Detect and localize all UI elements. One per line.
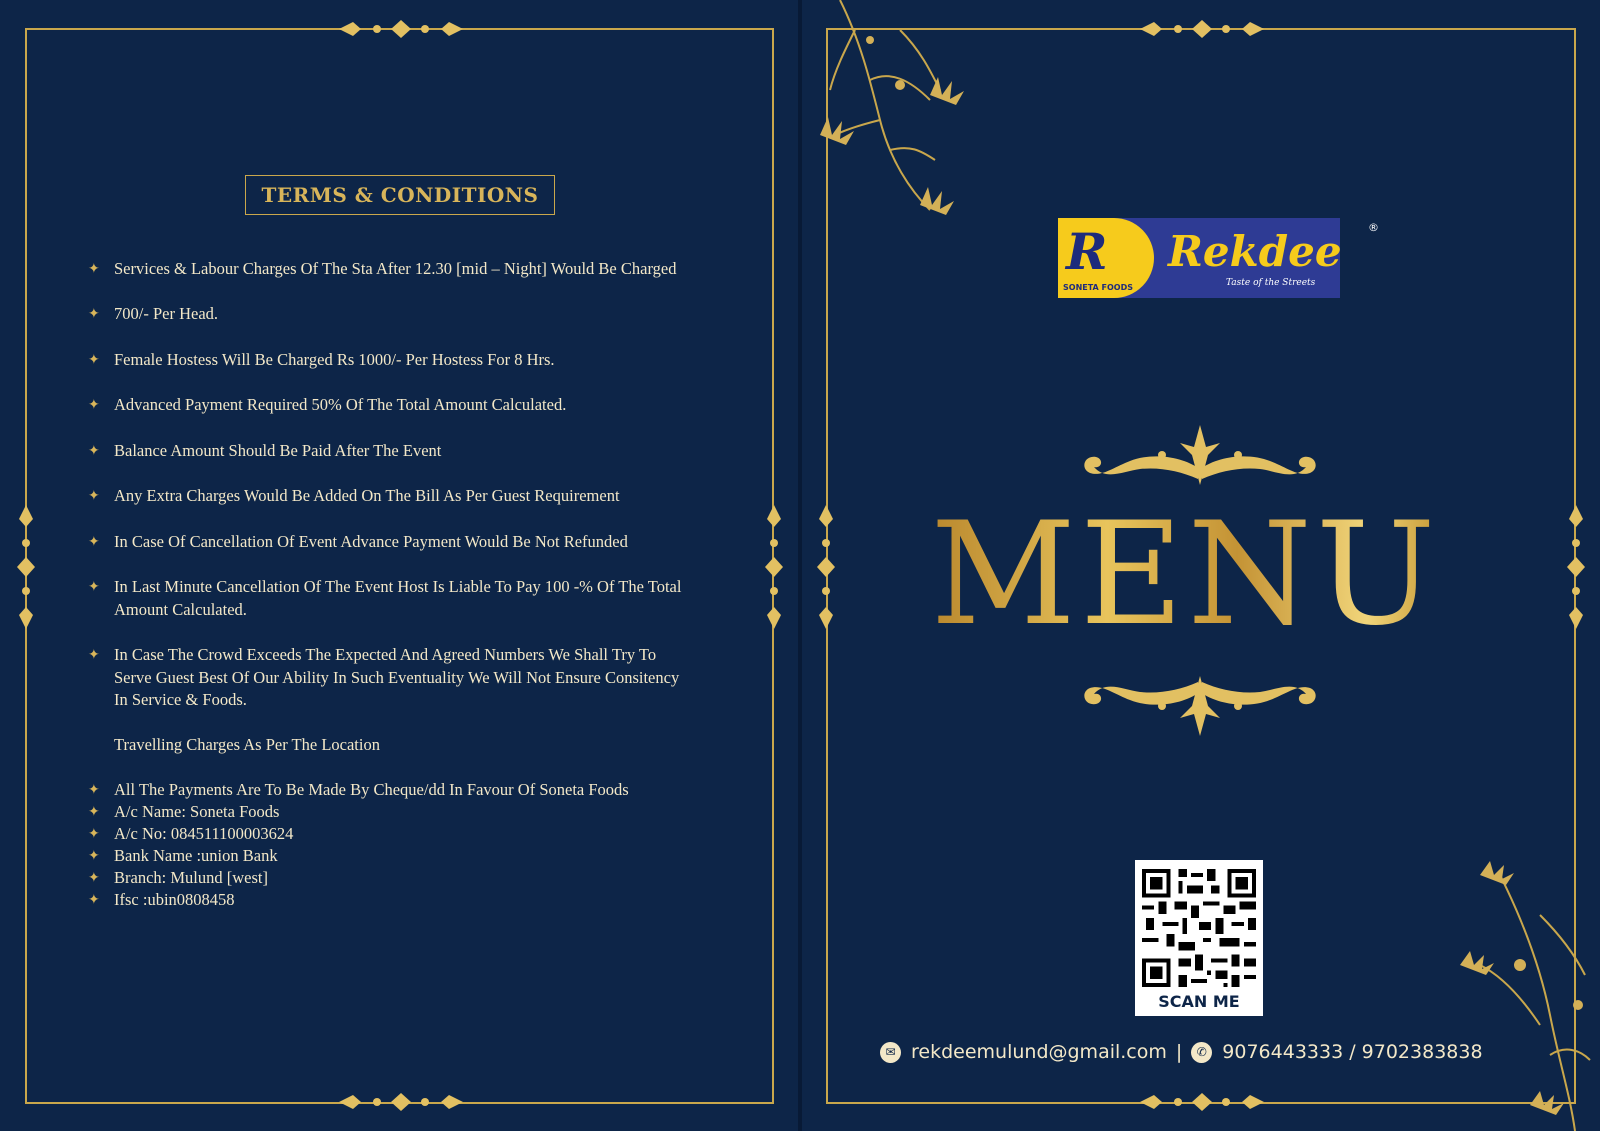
term-text: Female Hostess Will Be Charged Rs 1000/- Per Hostess For 8 Hrs.: [114, 350, 555, 369]
term-text: In Last Minute Cancellation Of The Event Host Is Liable To Pay 100 -% Of The Total Amount Calculated.: [114, 577, 682, 619]
bottom-ornament-right: [1140, 1091, 1264, 1113]
contact-phones[interactable]: 9076443333 / 9702383838: [1222, 1041, 1483, 1063]
brand-logo: [1058, 218, 1379, 298]
logo-tagline: Taste of the Streets: [1226, 278, 1316, 288]
contact-separator: |: [1175, 1041, 1183, 1063]
registered-mark: ®: [1368, 221, 1379, 234]
star-bullet-icon: ✦: [88, 444, 100, 459]
term-text: Travelling Charges As Per The Location: [114, 735, 380, 754]
term-item: [88, 394, 566, 418]
star-bullet-icon: ✦: [88, 648, 100, 663]
term-text: A/c No: 084511100003624: [114, 824, 294, 843]
term-text: Services & Labour Charges Of The Sta After 12.30 [mid – Night] Would Be Charged: [114, 259, 677, 278]
logo-subtitle: SONETA FOODS: [1063, 283, 1134, 292]
term-text: 700/- Per Head.: [114, 304, 219, 323]
side-ornament-2: [763, 505, 785, 629]
side-ornament-3: [815, 505, 837, 629]
floral-top-left: [800, 0, 990, 230]
star-bullet-icon: ✦: [88, 827, 100, 842]
contact-email[interactable]: rekdeemulund@gmail.com: [911, 1041, 1167, 1063]
scan-me-label: SCAN ME: [1158, 992, 1240, 1011]
star-bullet-icon: ✦: [88, 849, 100, 864]
term-item: [88, 867, 268, 891]
star-bullet-icon: ✦: [88, 398, 100, 413]
top-ornament-right: [1140, 18, 1264, 40]
term-item: [88, 801, 279, 825]
flourish-top-icon: [1080, 425, 1320, 501]
star-bullet-icon: ✦: [88, 535, 100, 550]
term-item: [88, 531, 628, 555]
term-item: [88, 823, 293, 847]
term-item: [88, 779, 629, 803]
term-item: [88, 889, 235, 913]
floral-bottom-right: [1460, 855, 1600, 1131]
term-item: [88, 485, 620, 509]
side-ornament-4: [1565, 505, 1587, 629]
term-text: In Case Of Cancellation Of Event Advance Payment Would Be Not Refunded: [114, 532, 628, 551]
star-bullet-icon: ✦: [88, 893, 100, 908]
term-item: [88, 303, 218, 327]
logo-name: Rekdee: [1168, 227, 1342, 276]
star-bullet-icon: ✦: [88, 262, 100, 277]
star-bullet-icon: ✦: [88, 805, 100, 820]
terms-title: TERMS & CONDITIONS: [261, 183, 539, 207]
star-bullet-icon: ✦: [88, 307, 100, 322]
menu-title: MENU: [925, 500, 1445, 650]
logo-initial: R: [1066, 222, 1108, 281]
top-ornament-left: [339, 18, 463, 40]
term-item: [88, 734, 380, 757]
contact-line: [880, 1037, 1530, 1067]
star-bullet-icon: ✦: [88, 489, 100, 504]
term-text: Ifsc :ubin0808458: [114, 890, 235, 909]
term-text: Branch: Mulund [west]: [114, 868, 268, 887]
qr-code[interactable]: [1135, 860, 1263, 1016]
terms-title-box: [245, 175, 555, 215]
bottom-ornament-left: [339, 1091, 463, 1113]
term-text: Advanced Payment Required 50% Of The Total Amount Calculated.: [114, 395, 567, 414]
star-bullet-icon: ✦: [88, 353, 100, 368]
star-bullet-icon: ✦: [88, 871, 100, 886]
term-text: Bank Name :union Bank: [114, 846, 278, 865]
flourish-bottom-icon: [1080, 660, 1320, 736]
mail-icon: ✉: [880, 1042, 901, 1063]
star-bullet-icon: ✦: [88, 580, 100, 595]
term-text: Balance Amount Should Be Paid After The Event: [114, 441, 442, 460]
term-item: [88, 576, 688, 621]
qr-code-icon: [1142, 869, 1256, 987]
term-item: [88, 440, 441, 464]
side-ornament-1: [15, 505, 37, 629]
phone-icon: ✆: [1191, 1042, 1212, 1063]
term-item: [88, 644, 688, 712]
star-bullet-icon: ✦: [88, 783, 100, 798]
term-item: [88, 845, 278, 869]
term-text: A/c Name: Soneta Foods: [114, 802, 280, 821]
term-item: [88, 349, 555, 373]
term-item: [88, 258, 676, 282]
term-text: In Case The Crowd Exceeds The Expected And Agreed Numbers We Shall Try To Serve Guest Best Of Our Ability In Such Eventuality We Will Not Ensure Consitency In Service & Foods.: [114, 645, 680, 709]
term-text: All The Payments Are To Be Made By Cheque/dd In Favour Of Soneta Foods: [114, 780, 629, 799]
term-text: Any Extra Charges Would Be Added On The Bill As Per Guest Requirement: [114, 486, 620, 505]
